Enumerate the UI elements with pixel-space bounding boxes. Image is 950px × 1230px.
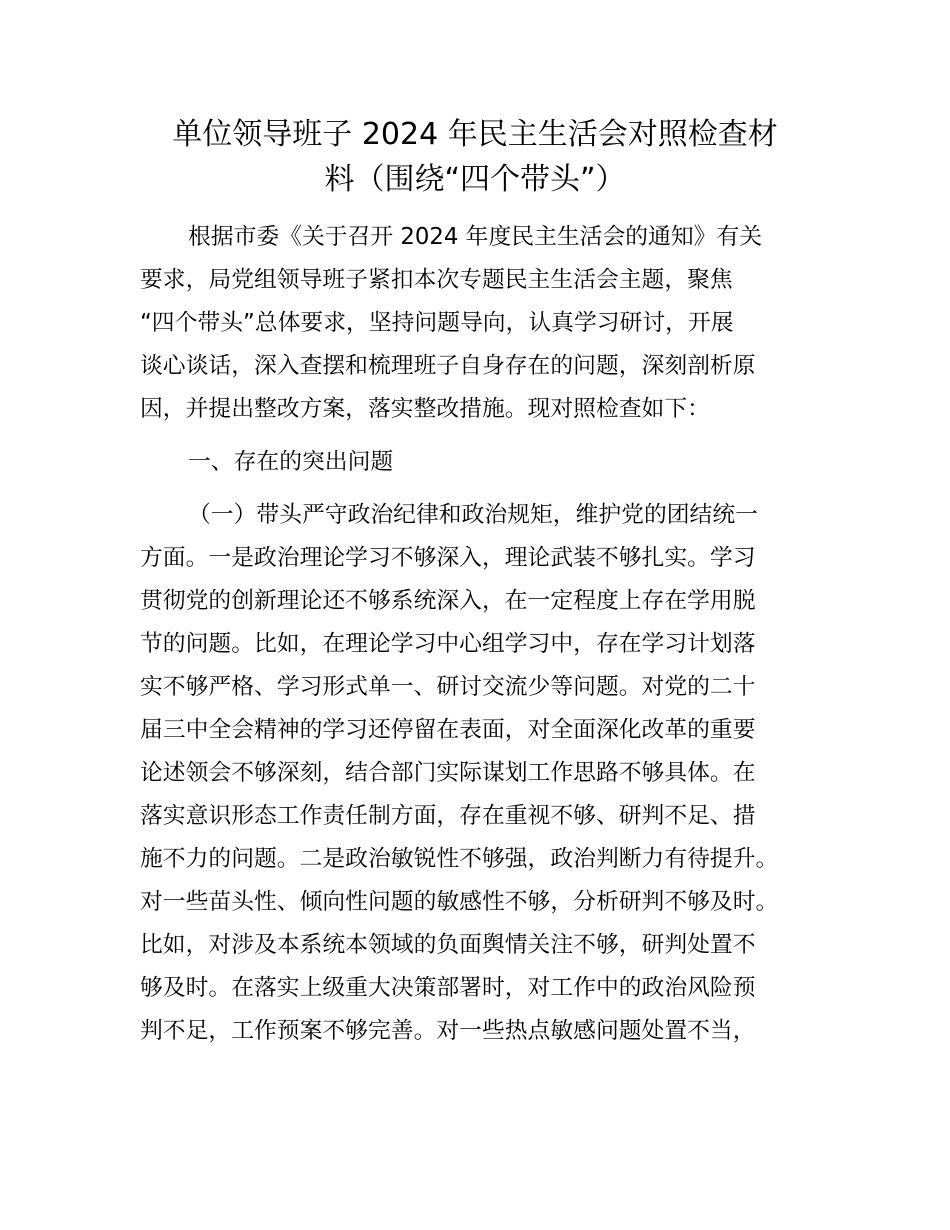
section-heading: 一、存在的突出问题 [188, 449, 394, 475]
intro-paragraph-line-1: 根据市委《关于召开 2024 年度民主生活会的通知》有关 [188, 224, 763, 250]
intro-paragraph-line-2: 要求，局党组领导班子紧扣本次专题民主生活会主题，聚焦 [140, 267, 733, 293]
section-one-line-11: 比如，对涉及本系统本领域的负面舆情关注不够，研判处置不 [140, 932, 756, 958]
section-one-line-13: 判不足，工作预案不够完善。对一些热点敏感问题处置不当， [140, 1018, 756, 1044]
section-one-line-2: 方面。一是政治理论学习不够深入，理论武装不够扎实。学习 [140, 545, 756, 571]
section-one-line-4: 节的问题。比如，在理论学习中心组学习中，存在学习计划落 [140, 631, 756, 657]
section-one-line-8: 落实意识形态工作责任制方面，存在重视不够、研判不足、措 [140, 803, 756, 829]
section-one-line-10: 对一些苗头性、倾向性问题的敏感性不够，分析研判不够及时。 [140, 889, 779, 915]
section-one-line-12: 够及时。在落实上级重大决策部署时，对工作中的政治风险预 [140, 975, 756, 1001]
document-title-line-2: 料（围绕“四个带头”） [324, 162, 626, 197]
section-one-line-5: 实不够严格、学习形式单一、研讨交流少等问题。对党的二十 [140, 674, 756, 700]
section-one-line-3: 贯彻党的创新理论还不够系统深入，在一定程度上存在学用脱 [140, 588, 756, 614]
document-title-line-1: 单位领导班子 2024 年民主生活会对照检查材 [172, 117, 778, 152]
section-one-line-9: 施不力的问题。二是政治敏锐性不够强，政治判断力有待提升。 [140, 846, 779, 872]
section-one-line-6: 届三中全会精神的学习还停留在表面，对全面深化改革的重要 [140, 717, 756, 743]
intro-paragraph-line-4: 谈心谈话，深入查摆和梳理班子自身存在的问题，深刻剖析原 [140, 353, 756, 379]
intro-paragraph-line-5: 因，并提出整改方案，落实整改措施。现对照检查如下： [140, 396, 710, 422]
intro-paragraph-line-3: “四个带头”总体要求，坚持问题导向，认真学习研讨，开展 [140, 310, 734, 336]
section-one-line-7: 论述领会不够深刻，结合部门实际谋划工作思路不够具体。在 [140, 760, 756, 786]
section-one-line-1: （一）带头严守政治纪律和政治规矩，维护党的团结统一 [188, 502, 758, 528]
